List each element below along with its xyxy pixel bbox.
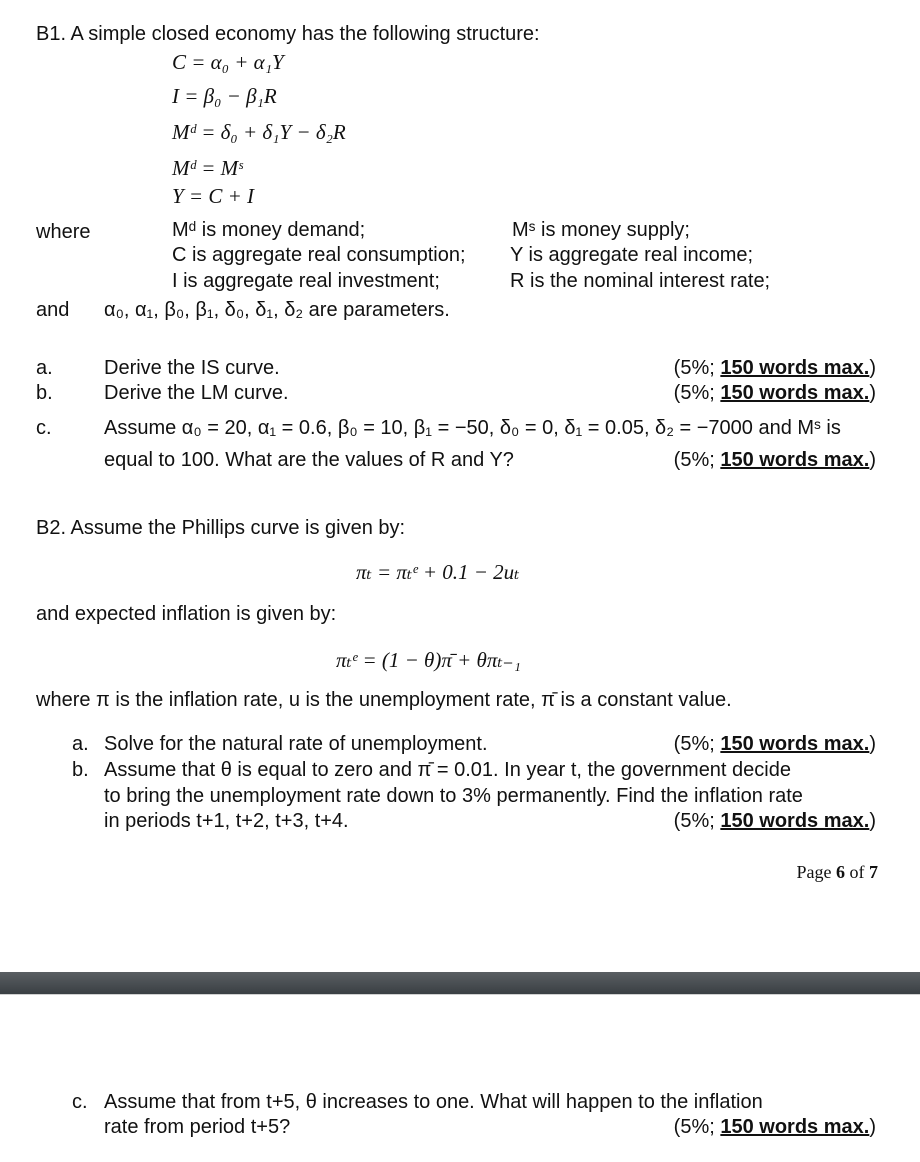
question-text: Assume that θ is equal to zero and π̄ = 0.01. In year t, the government decide — [104, 759, 791, 781]
b1-heading: B1. A simple closed economy has the following structure: — [36, 23, 540, 45]
phillips-curve-equation: πₜ = πₜᵉ + 0.1 − 2uₜ — [356, 560, 520, 584]
parameters-line: α₀, α₁, β₀, β₁, δ₀, δ₁, δ₂ are parameters. — [104, 299, 450, 321]
question-marks: (5%; 150 words max.) — [673, 733, 876, 755]
question-text-continued: equal to 100. What are the values of R and Y? — [104, 449, 514, 471]
page-break — [0, 972, 920, 994]
question-label: a. — [36, 357, 53, 379]
def-investment: I is aggregate real investment; — [172, 270, 440, 292]
def-income: Y is aggregate real income; — [510, 244, 754, 266]
question-text: Assume α₀ = 20, α₁ = 0.6, β₀ = 10, β₁ = −50, δ₀ = 0, δ₁ = 0.05, δ₂ = −7000 and Mˢ is — [104, 417, 841, 439]
question-marks: (5%; 150 words max.) — [673, 810, 876, 832]
def-consumption: C is aggregate real consumption; — [172, 244, 466, 266]
def-money-supply: Mˢ is money supply; — [512, 219, 690, 241]
where-label: where — [36, 221, 91, 243]
equation-money-demand: Mᵈ = δ₀ + δ₁Y − δ₂R — [172, 120, 346, 144]
question-text: Derive the IS curve. — [104, 357, 280, 379]
question-text: Assume that from t+5, θ increases to one. What will happen to the inflation — [104, 1091, 763, 1113]
question-marks: (5%; 150 words max.) — [673, 1116, 876, 1138]
expected-inflation-equation: πₜᵉ = (1 − θ)π̄ + θπₜ₋₁ — [336, 648, 521, 672]
equation-income: Y = C + I — [172, 184, 255, 208]
equation-money-market: Mᵈ = Mˢ — [172, 156, 243, 180]
question-text: Derive the LM curve. — [104, 382, 289, 404]
question-marks: (5%; 150 words max.) — [673, 357, 876, 379]
def-interest-rate: R is the nominal interest rate; — [510, 270, 771, 292]
expected-inflation-intro: and expected inflation is given by: — [36, 603, 337, 625]
page-number: Page 6 of 7 — [796, 862, 878, 882]
question-label: c. — [36, 417, 52, 439]
b2-where-text: where π is the inflation rate, u is the unemployment rate, π̄ is a constant value. — [36, 689, 732, 711]
question-text: in periods t+1, t+2, t+3, t+4. — [104, 810, 349, 832]
question-label: b. — [36, 382, 53, 404]
question-label: c. — [72, 1091, 88, 1113]
question-label: a. — [72, 733, 89, 755]
question-label: b. — [72, 759, 89, 781]
def-money-demand: Mᵈ is money demand; — [172, 219, 366, 241]
question-text: Solve for the natural rate of unemployment. — [104, 733, 488, 755]
question-text: rate from period t+5? — [104, 1116, 291, 1138]
equation-investment: I = β₀ − β₁R — [172, 84, 277, 108]
equation-consumption: C = α₀ + α₁Y — [172, 50, 284, 74]
page-break-edge — [0, 994, 920, 995]
question-marks: (5%; 150 words max.) — [673, 449, 876, 471]
question-marks: (5%; 150 words max.) — [673, 382, 876, 404]
and-label: and — [36, 299, 70, 321]
question-text: to bring the unemployment rate down to 3% permanently. Find the inflation rate — [104, 785, 803, 807]
b2-heading: B2. Assume the Phillips curve is given by: — [36, 517, 406, 539]
